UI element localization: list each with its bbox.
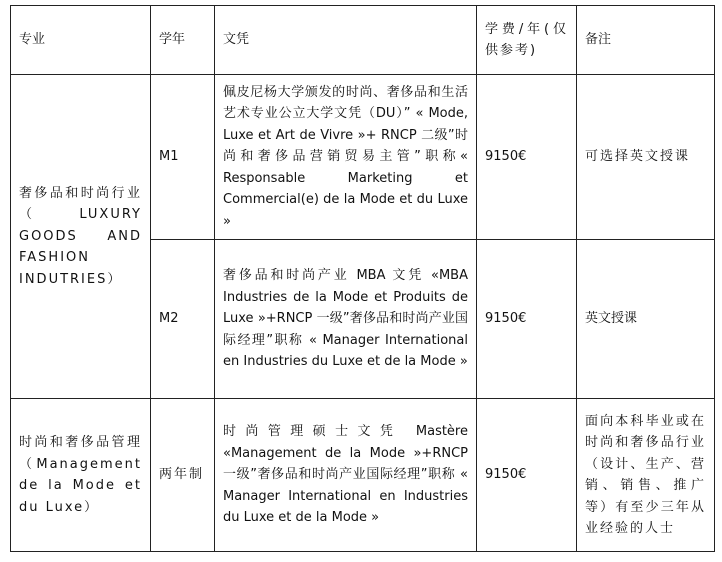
header-tuition: 学费/年(仅供参考) bbox=[477, 6, 577, 75]
table-header-row bbox=[11, 6, 715, 75]
header-diploma: 文凭 bbox=[215, 6, 477, 75]
tuition-cell: 9150€ bbox=[477, 399, 577, 552]
header-notes: 备注 bbox=[577, 6, 715, 75]
tuition-table bbox=[10, 5, 715, 552]
diploma-cell: 佩皮尼杨大学颁发的时尚、奢侈品和生活艺术专业公立大学文凭（DU）” « Mode, Luxe et Art de Vivre »+ RNCP 二级”时尚和奢侈品营销贸易主管”职称« Responsable Marketing et Commercial(e) de la Mode et du Luxe » bbox=[215, 75, 477, 240]
tuition-cell: 9150€ bbox=[477, 75, 577, 240]
header-year: 学年 bbox=[151, 6, 215, 75]
table-row bbox=[11, 399, 715, 552]
table-row bbox=[11, 75, 715, 240]
tuition-cell: 9150€ bbox=[477, 240, 577, 399]
major-cell: 时尚和奢侈品管理（Management de la Mode et du Luxe） bbox=[11, 399, 151, 552]
notes-cell: 面向本科毕业或在时尚和奢侈品行业（设计、生产、营销、销售、推广等）有至少三年从业经验的人士 bbox=[577, 399, 715, 552]
year-cell: 两年制 bbox=[151, 399, 215, 552]
diploma-cell: 时尚管理硕士文凭 Mastère «Management de la Mode »+RNCP 一级”奢侈品和时尚产业国际经理”职称 « Manager International en Industries du Luxe et de la Mode » bbox=[215, 399, 477, 552]
notes-cell: 可选择英文授课 bbox=[577, 75, 715, 240]
notes-cell: 英文授课 bbox=[577, 240, 715, 399]
header-major: 专业 bbox=[11, 6, 151, 75]
major-cell: 奢侈品和时尚行业（LUXURY GOODS AND FASHION INDUTRIES） bbox=[11, 75, 151, 399]
year-cell: M2 bbox=[151, 240, 215, 399]
diploma-cell: 奢侈品和时尚产业 MBA 文凭 «MBA Industries de la Mode et Produits de Luxe »+RNCP 一级”奢侈品和时尚产业国际经理”职称 « Manager International en Industries du Luxe et de la Mode » bbox=[215, 240, 477, 399]
year-cell: M1 bbox=[151, 75, 215, 240]
